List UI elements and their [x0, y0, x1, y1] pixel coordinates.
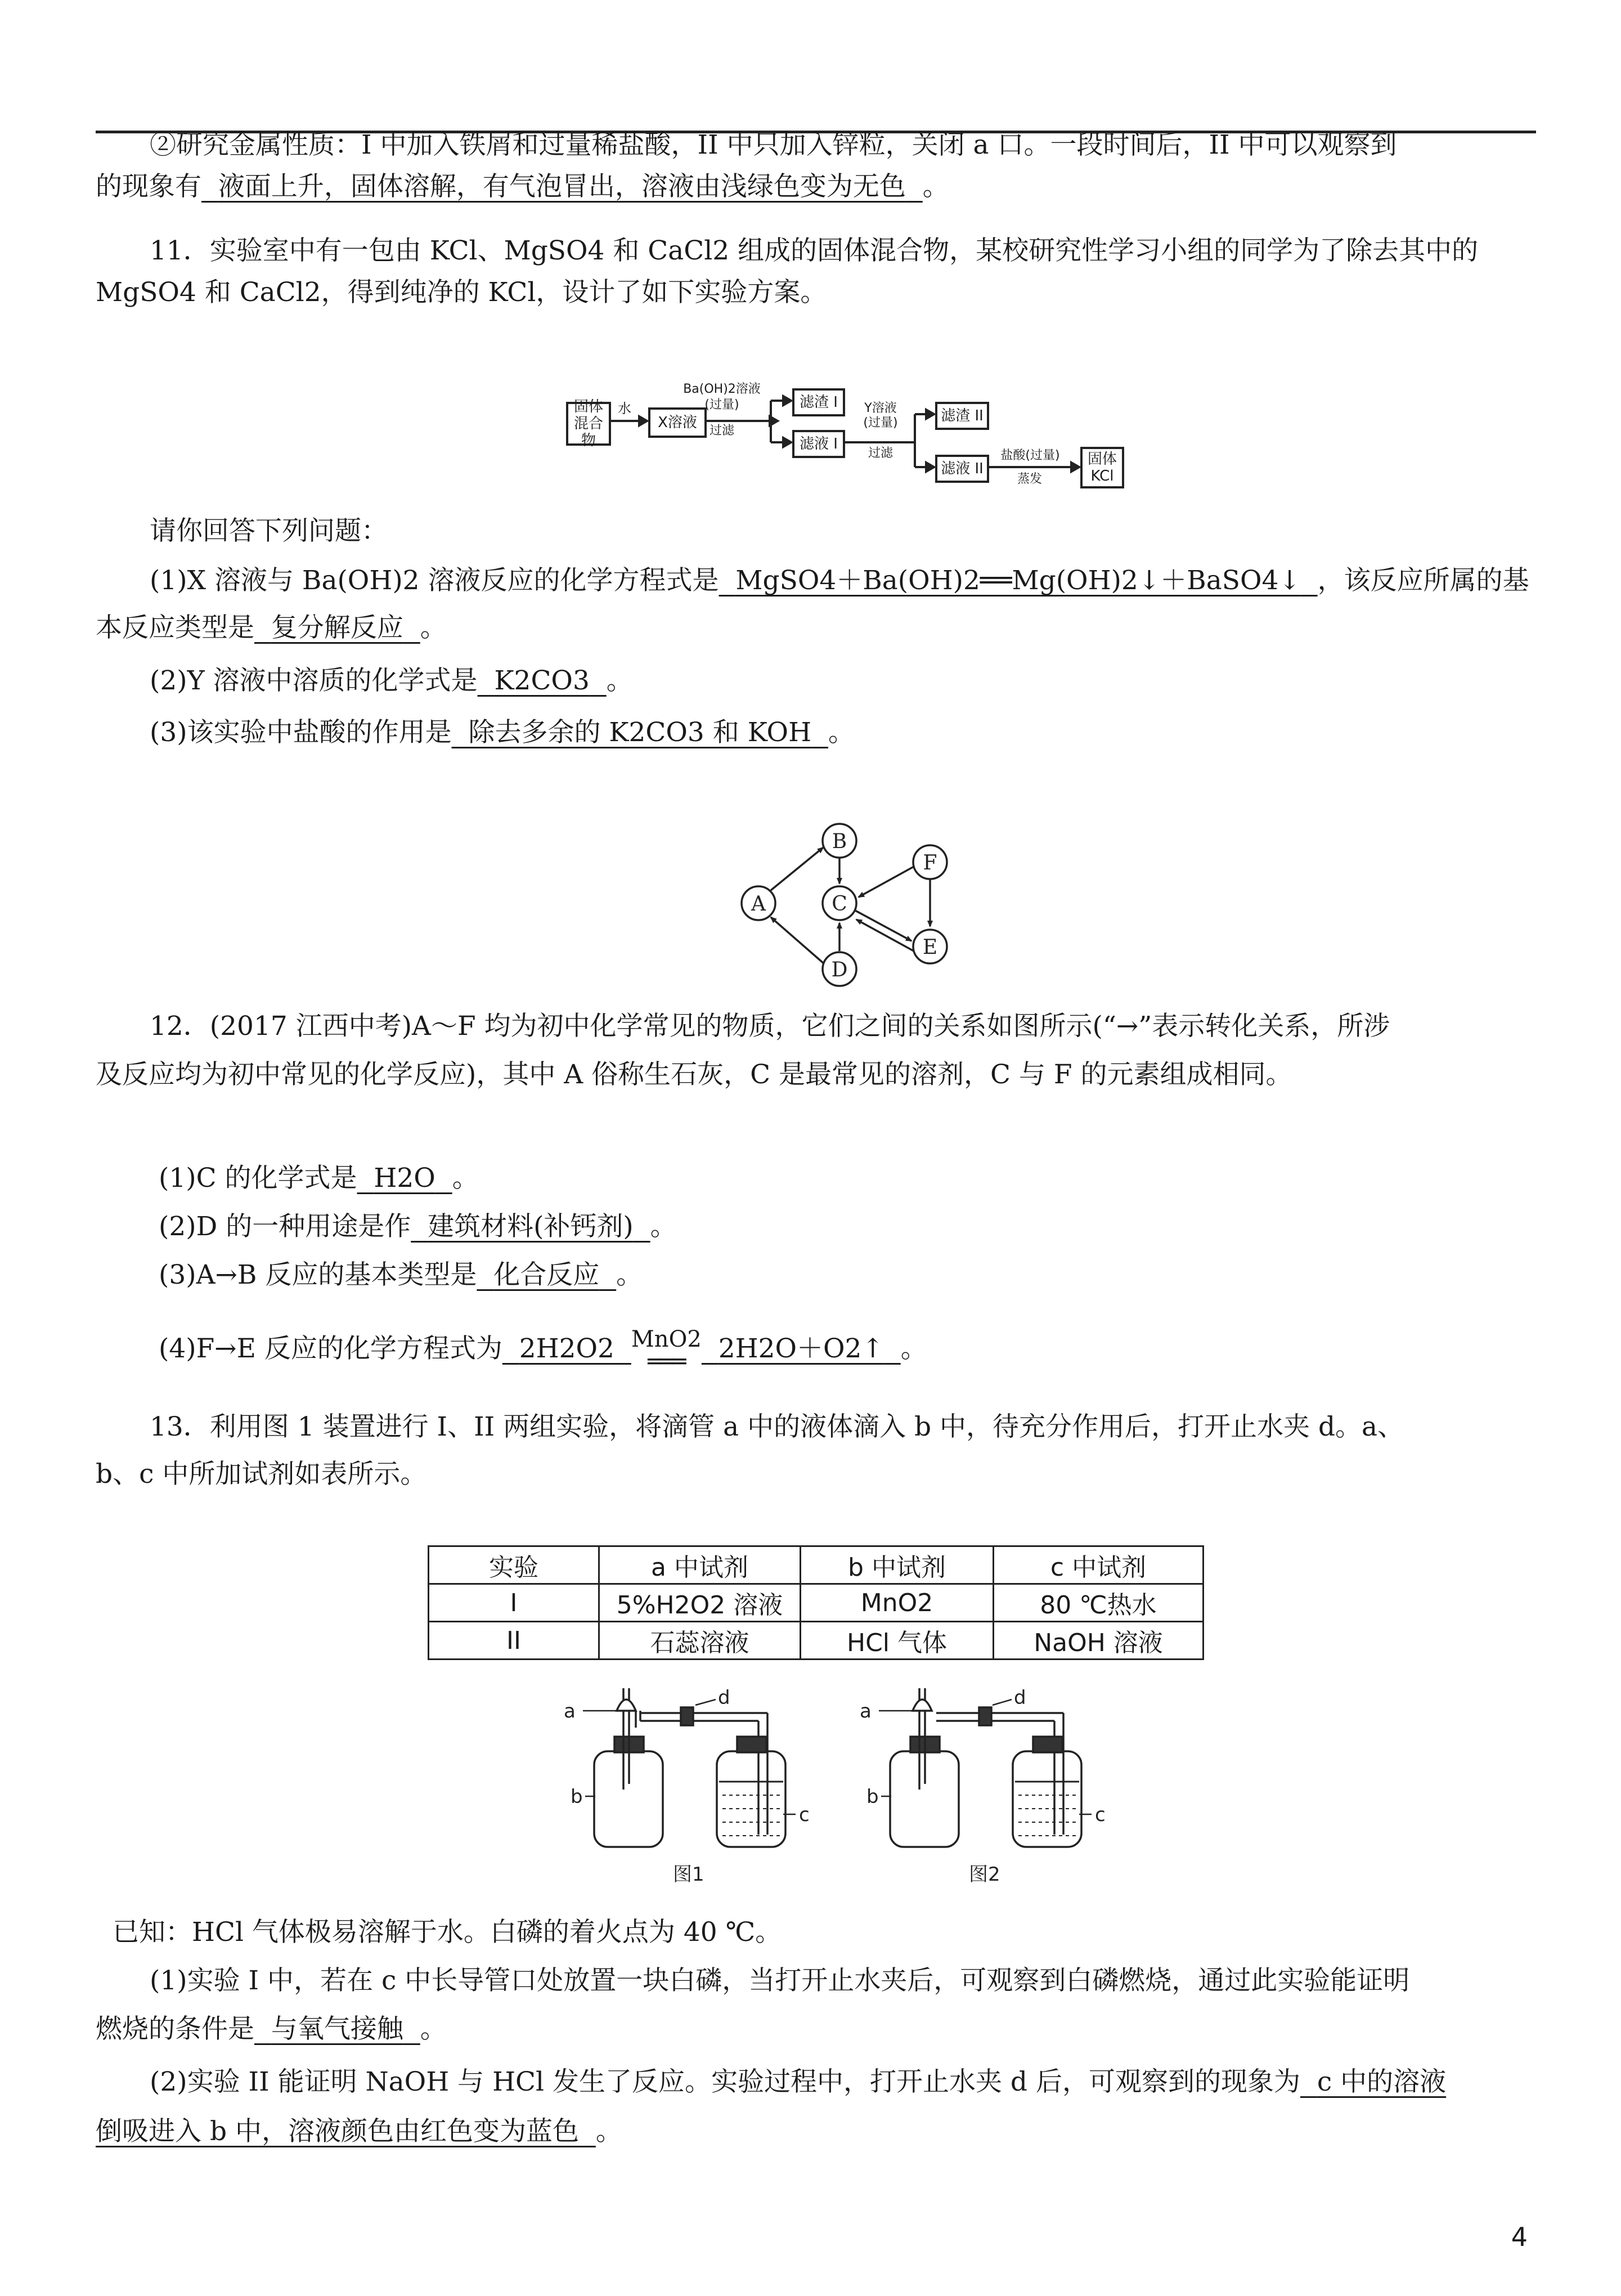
label-a-1: a	[564, 1700, 576, 1723]
fig1-caption: 图1	[673, 1863, 704, 1886]
flow-filter1: 过滤	[709, 424, 734, 438]
q11-ask: 请你回答下列问题：	[150, 515, 388, 546]
flow-reagent2: Y溶液	[864, 401, 897, 415]
q12-s1: (1)C 的化学式是 H2O 。	[159, 1163, 479, 1194]
flow-reagent1: Ba(OH)2溶液	[683, 382, 761, 396]
q12-stem-line1: 12．(2017 江西中考)A～F 均为初中化学常见的物质，它们之间的关系如图所示(“→”表示转化关系，所涉	[150, 1011, 1390, 1042]
table-header-cell: a 中试剂	[599, 1546, 801, 1584]
table-header-cell: c 中试剂	[994, 1546, 1204, 1584]
q12-s3-answer: 化合反应	[493, 1259, 600, 1290]
q12-s4: (4)F→E 反应的化学方程式为 2H2O2 MnO2 ═══ 2H2O＋O2↑ 。	[159, 1326, 927, 1375]
flow-residue2-box: 滤渣 II	[935, 402, 989, 430]
q12-stem-line2: 及反应均为初中常见的化学反应)，其中 A 俗称生石灰，C 是最常见的溶剂，C 与 F 的元素组成相同。	[96, 1059, 1292, 1090]
flow-reagent2-note: (过量)	[863, 416, 898, 430]
table-cell: 石蕊溶液	[599, 1622, 801, 1660]
node-a-label: A	[751, 893, 766, 916]
q13-s1-line2: 燃烧的条件是 与氧气接触 。	[96, 2014, 447, 2044]
q12-s2-answer: 建筑材料(补钙剂)	[428, 1211, 634, 1242]
q11-s1-answer: MgSO4＋Ba(OH)2══Mg(OH)2↓＋BaSO4↓	[735, 565, 1301, 596]
table-cell: MnO2	[801, 1584, 994, 1622]
q12-s4-answer: 2H2O2 MnO2 ═══ 2H2O＋O2↑	[519, 1326, 884, 1375]
q13-s2-line1: (2)实验 II 能证明 NaOH 与 HCl 发生了反应。实验过程中，打开止水夹 d 后，可观察到的现象为 c 中的溶液	[150, 2066, 1447, 2097]
q10-line2: 的现象有 液面上升，固体溶解，有气泡冒出，溶液由浅绿色变为无色 。	[96, 171, 949, 202]
flow-filter2: 过滤	[868, 446, 893, 460]
q11-s2: (2)Y 溶液中溶质的化学式是 K2CO3 。	[150, 665, 633, 696]
q10-answer: 液面上升，固体溶解，有气泡冒出，溶液由浅绿色变为无色	[218, 171, 906, 202]
node-b-label: B	[832, 830, 847, 853]
flow-filtrate2-box: 滤液 II	[935, 455, 989, 483]
q11-s1-answer2: 复分解反应	[271, 612, 403, 643]
flow-reagent1-note: (过量)	[704, 398, 739, 412]
table-header-cell: 实验	[429, 1546, 599, 1584]
catalyst-fraction: MnO2 ═══	[631, 1326, 702, 1375]
node-c-label: C	[832, 893, 847, 916]
q10-lead: 的现象有	[96, 171, 201, 202]
q13-s1-line1: (1)实验 I 中，若在 c 中长导管口处放置一块白磷，当打开止水夹后，可观察到白磷燃烧，通过此实验能证明	[150, 1965, 1410, 1996]
q13-s2-answer2: 倒吸进入 b 中，溶液颜色由红色变为蓝色	[96, 2116, 579, 2147]
label-b-2: b	[866, 1786, 879, 1808]
flow-water-label: 水	[618, 401, 631, 416]
q13-s2-line2: 倒吸进入 b 中，溶液颜色由红色变为蓝色 。	[96, 2116, 622, 2147]
q13-s1-answer: 与氧气接触	[271, 2014, 403, 2044]
flow-filtrate1-box: 滤液 I	[792, 430, 845, 458]
q11-s1-line2: 本反应类型是 复分解反应 。	[96, 612, 447, 643]
node-f-label: F	[923, 851, 937, 875]
label-d-1: d	[718, 1687, 730, 1709]
q12-s1-answer: H2O	[374, 1163, 435, 1194]
q13-s2-answer1: c 中的溶液	[1317, 2066, 1447, 2097]
flow-evaporate: 蒸发	[1017, 472, 1042, 486]
q12-s3: (3)A→B 反应的基本类型是 化合反应 。	[159, 1259, 643, 1290]
q11-stem-line1: 11．实验室中有一包由 KCl、MgSO4 和 CaCl2 组成的固体混合物，某校研究性学习小组的同学为了除去其中的	[150, 235, 1479, 266]
table-cell: I	[429, 1584, 599, 1622]
q13-stem-line2: b、c 中所加试剂如表所示。	[96, 1459, 427, 1490]
label-b-1: b	[571, 1786, 583, 1808]
q11-s1-line1: (1)X 溶液与 Ba(OH)2 溶液反应的化学方程式是 MgSO4＋Ba(OH)2══Mg(OH)2↓＋BaSO4↓ ，该反应所属的基	[150, 565, 1529, 596]
q12-s2: (2)D 的一种用途是作 建筑材料(补钙剂) 。	[159, 1211, 677, 1242]
flow-reagent3: 盐酸(过量)	[1000, 449, 1060, 463]
label-a-2: a	[860, 1700, 872, 1723]
flow-residue1-box: 滤渣 I	[792, 388, 845, 416]
bottle-c-1	[717, 1751, 785, 1847]
table-cell: 5%H2O2 溶液	[599, 1584, 801, 1622]
flow-product-box: 固体KCl	[1080, 447, 1124, 488]
bottle-c-2	[1013, 1751, 1081, 1847]
q11-s3: (3)该实验中盐酸的作用是 除去多余的 K2CO3 和 KOH 。	[150, 717, 855, 748]
page-number: 4	[1511, 2222, 1528, 2252]
node-e-label: E	[922, 936, 938, 959]
table-cell: NaOH 溶液	[994, 1622, 1204, 1660]
q11-stem-line2: MgSO4 和 CaCl2，得到纯净的 KCl，设计了如下实验方案。	[96, 277, 827, 308]
table-cell: II	[429, 1622, 599, 1660]
q13-stem-line1: 13．利用图 1 装置进行 I、II 两组实验，将滴管 a 中的液体滴入 b 中，待充分作用后，打开止水夹 d。a、	[150, 1411, 1404, 1442]
q13-known: 已知：HCl 气体极易溶解于水。白磷的着火点为 40 ℃。	[113, 1917, 782, 1948]
node-d-label: D	[831, 958, 848, 981]
q10-text: ②研究金属性质：I 中加入铁屑和过量稀盐酸，II 中只加入锌粒，关闭 a 口。一段时间后，II 中可以观察到	[150, 129, 1397, 160]
table-header-cell: b 中试剂	[801, 1546, 994, 1584]
label-c-1: c	[799, 1804, 810, 1826]
q11-s2-answer: K2CO3	[494, 665, 590, 696]
label-c-2: c	[1095, 1804, 1106, 1826]
table-cell: HCl 气体	[801, 1622, 994, 1660]
figure-2	[879, 1688, 1092, 1847]
figure-1	[583, 1688, 796, 1847]
flow-start-box: 固体混合物	[566, 402, 611, 446]
flow-x-box: X溶液	[648, 407, 707, 438]
fig2-caption: 图2	[969, 1863, 1000, 1886]
q11-s3-answer: 除去多余的 K2CO3 和 KOH	[468, 717, 812, 748]
table-cell: 80 ℃热水	[994, 1584, 1204, 1622]
label-d-2: d	[1014, 1687, 1026, 1709]
